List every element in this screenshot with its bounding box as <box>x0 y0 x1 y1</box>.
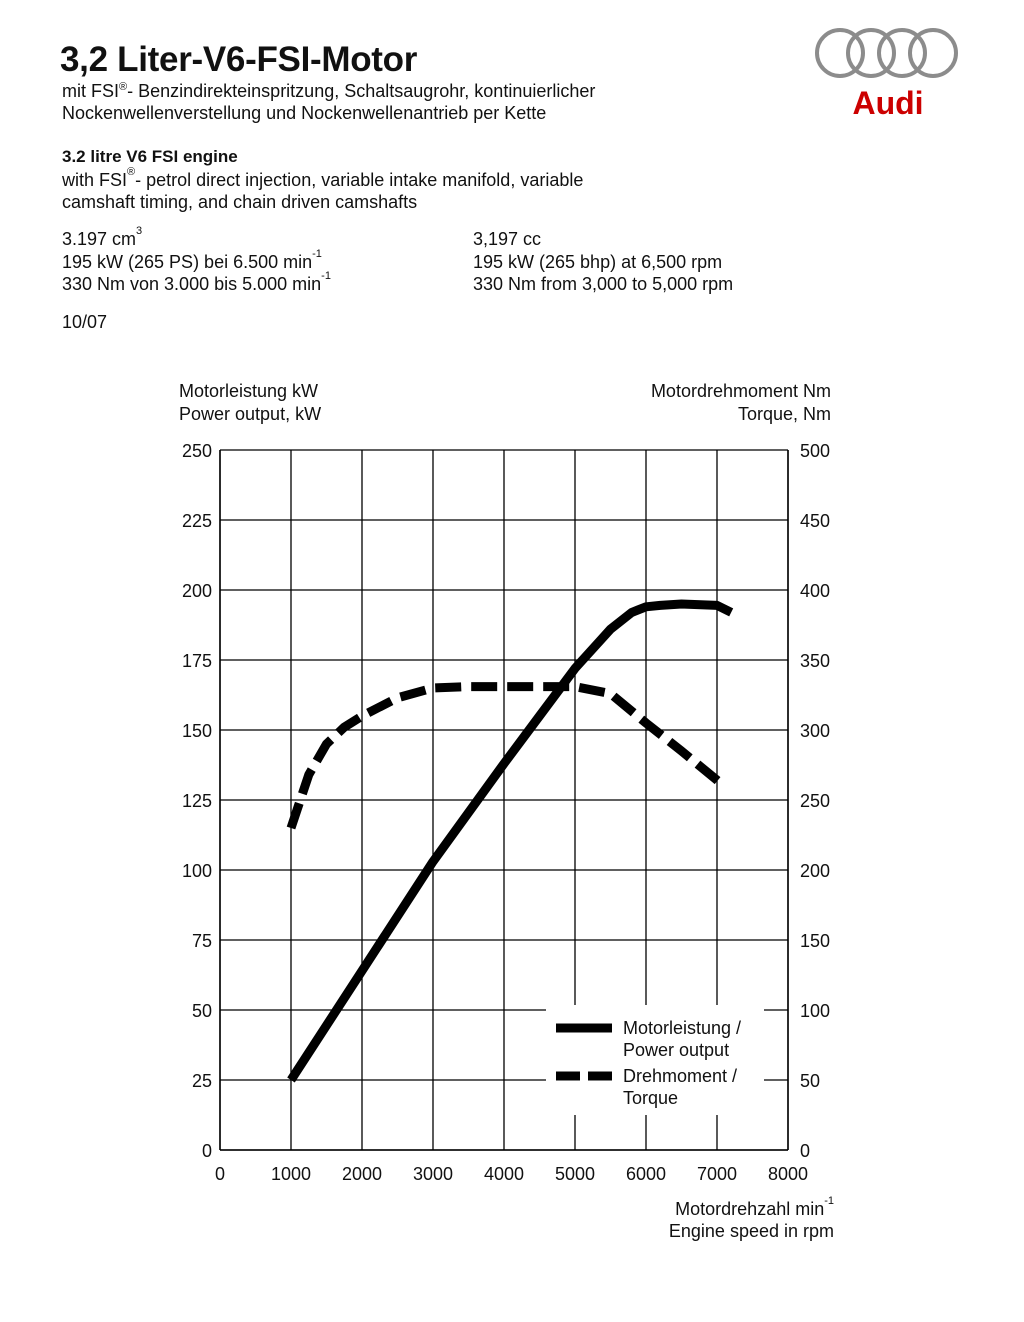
x-tick-label: 1000 <box>270 1164 312 1184</box>
y-right-tick-label: 200 <box>800 861 831 881</box>
subtitle-en-text-cont: - petrol direct injection, variable intake manifold, variable <box>135 170 584 190</box>
y-right-tick-label: 300 <box>800 721 831 741</box>
y-left-tick-label: 250 <box>181 441 212 461</box>
y-left-tick-label: 125 <box>181 791 212 811</box>
registered-mark: ® <box>127 166 136 178</box>
spec-en-displacement: 3,197 cc <box>473 229 542 249</box>
x-tick-label: 6000 <box>625 1164 667 1184</box>
legend-label: Power output <box>623 1040 730 1060</box>
y-right-tick-label: 400 <box>800 581 831 601</box>
y-right-tick-label: 50 <box>800 1071 821 1091</box>
registered-mark: ® <box>119 81 128 93</box>
x-axis-label-text: Motordrehzahl min <box>675 1199 825 1219</box>
x-tick-label: 0 <box>214 1164 226 1184</box>
legend-label: Drehmoment / <box>623 1066 738 1086</box>
spec-text: 195 kW (265 PS) bei 6.500 min <box>62 252 313 272</box>
x-tick-label: 8000 <box>767 1164 809 1184</box>
y-left-tick-label: 150 <box>181 721 212 741</box>
spec-sup: -1 <box>321 270 331 282</box>
y-right-tick-label: 250 <box>800 791 831 811</box>
subtitle-de-line-2: Nockenwellenverstellung und Nockenwellenantrieb per Kette <box>62 103 547 123</box>
y-right-label-2: Torque, Nm <box>737 404 831 424</box>
y-right-tick-label: 500 <box>800 441 831 461</box>
subtitle-en-text: with FSI <box>62 170 128 190</box>
legend-label: Torque <box>623 1088 679 1108</box>
y-left-label-2: Power output, kW <box>179 404 322 424</box>
y-left-tick-label: 75 <box>191 931 212 951</box>
y-right-tick-label: 150 <box>800 931 831 951</box>
y-right-tick-label: 350 <box>800 651 831 671</box>
x-tick-label: 7000 <box>696 1164 738 1184</box>
y-left-tick-label: 0 <box>201 1141 212 1161</box>
y-right-tick-label: 450 <box>800 511 831 531</box>
audi-logo-text: Audi <box>852 85 924 121</box>
subtitle-en-line-2: camshaft timing, and chain driven camshafts <box>62 192 418 212</box>
legend-label: Motorleistung / <box>623 1018 742 1038</box>
y-right-tick-label: 100 <box>800 1001 831 1021</box>
subtitle-de-text: mit FSI <box>62 81 119 101</box>
x-tick-label: 5000 <box>554 1164 596 1184</box>
y-left-tick-label: 200 <box>181 581 212 601</box>
y-left-tick-label: 225 <box>181 511 212 531</box>
y-right-label-1: Motordrehmoment Nm <box>650 381 831 401</box>
spec-text: 3.197 cm <box>62 229 137 249</box>
x-tick-label: 3000 <box>412 1164 454 1184</box>
y-left-label-1: Motorleistung kW <box>179 381 319 401</box>
spec-text: 330 Nm von 3.000 bis 5.000 min <box>62 274 322 294</box>
english-title: 3.2 litre V6 FSI engine <box>62 147 238 166</box>
page-title: 3,2 Liter-V6-FSI-Motor <box>60 40 418 79</box>
y-left-tick-label: 50 <box>191 1001 212 1021</box>
y-right-tick-label: 0 <box>800 1141 811 1161</box>
spec-en-torque: 330 Nm from 3,000 to 5,000 rpm <box>473 274 734 294</box>
spec-sup: -1 <box>312 248 322 260</box>
spec-en-power: 195 kW (265 bhp) at 6,500 rpm <box>473 252 723 272</box>
y-left-tick-label: 100 <box>181 861 212 881</box>
date-label: 10/07 <box>62 312 108 332</box>
y-left-tick-label: 175 <box>181 651 212 671</box>
subtitle-de-text-cont: - Benzindirekteinspritzung, Schaltsaugrohr, kontinuierlicher <box>127 81 596 101</box>
y-left-tick-label: 25 <box>191 1071 212 1091</box>
x-tick-label: 4000 <box>483 1164 525 1184</box>
x-axis-label-sup: -1 <box>824 1195 834 1207</box>
spec-sup: 3 <box>136 225 143 237</box>
x-axis-label-2: Engine speed in rpm <box>668 1221 834 1241</box>
x-tick-label: 2000 <box>341 1164 383 1184</box>
